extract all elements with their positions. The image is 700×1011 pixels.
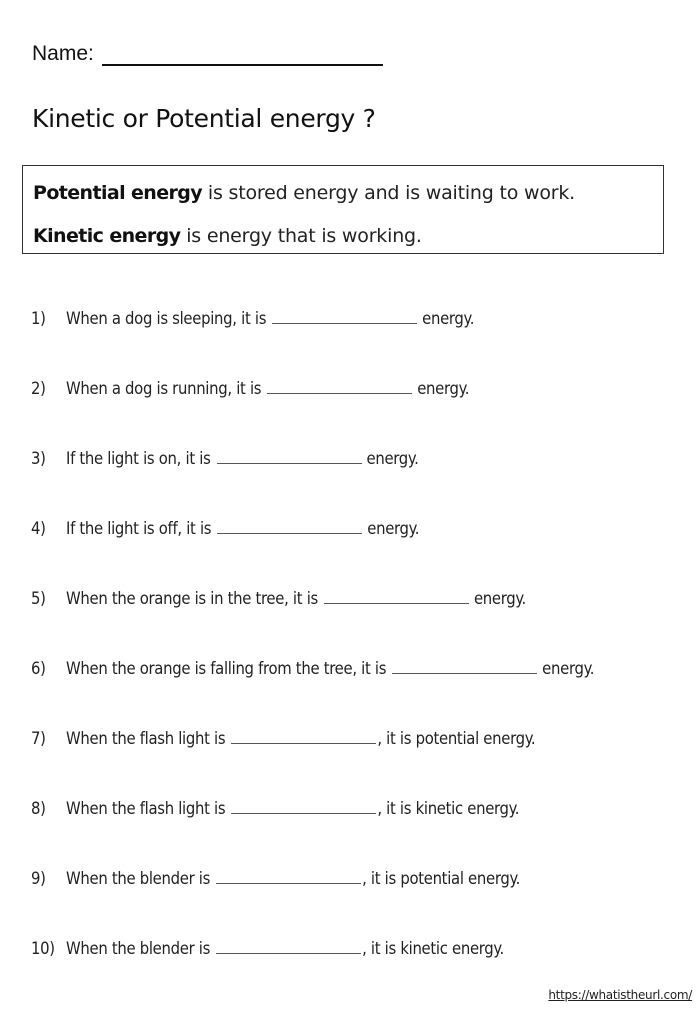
question-text: When the orange is in the tree, it is xyxy=(66,589,318,608)
question-number: 5) xyxy=(31,589,46,608)
question-text: When a dog is running, it is xyxy=(66,379,262,398)
question-number: 4) xyxy=(31,519,46,538)
worksheet-title: Kinetic or Potential energy ? xyxy=(32,104,376,133)
name-blank[interactable] xyxy=(102,44,383,66)
question-text: If the light is off, it is xyxy=(66,519,212,538)
question-text: When the blender is xyxy=(66,939,211,958)
question-suffix: , it is potential energy. xyxy=(362,869,521,888)
answer-blank[interactable] xyxy=(392,659,537,674)
question-text: When the orange is falling from the tree, it is xyxy=(66,659,387,678)
question-text: If the light is on, it is xyxy=(66,449,211,468)
answer-blank[interactable] xyxy=(324,589,469,604)
answer-blank[interactable] xyxy=(267,379,412,394)
question-number: 10) xyxy=(31,939,55,958)
question-suffix: energy. xyxy=(366,449,419,468)
question-text: When the blender is xyxy=(66,869,211,888)
question-number: 2) xyxy=(31,379,46,398)
question-number: 8) xyxy=(31,799,46,818)
question-3 xyxy=(31,449,418,468)
definition-text: is energy that is working. xyxy=(180,225,422,247)
definition-term: Kinetic energy xyxy=(33,225,181,247)
answer-blank[interactable] xyxy=(217,449,362,464)
question-number: 3) xyxy=(31,449,46,468)
question-10 xyxy=(31,939,504,958)
question-6 xyxy=(31,659,594,678)
definition-potential xyxy=(33,182,575,204)
question-suffix: energy. xyxy=(542,659,595,678)
question-number: 7) xyxy=(31,729,46,748)
question-text: When the flash light is xyxy=(66,799,226,818)
question-suffix: energy. xyxy=(473,589,526,608)
question-7 xyxy=(31,729,535,748)
question-8 xyxy=(31,799,519,818)
question-4 xyxy=(31,519,419,538)
question-9 xyxy=(31,869,520,888)
question-suffix: , it is kinetic energy. xyxy=(377,799,520,818)
question-suffix: energy. xyxy=(417,379,470,398)
question-suffix: energy. xyxy=(367,519,420,538)
question-number: 1) xyxy=(31,309,46,328)
question-suffix: , it is potential energy. xyxy=(377,729,536,748)
definition-kinetic xyxy=(33,225,422,247)
answer-blank[interactable] xyxy=(272,309,417,324)
definitions-box xyxy=(22,165,664,254)
name-label: Name: xyxy=(32,42,94,65)
question-text: When a dog is sleeping, it is xyxy=(66,309,267,328)
answer-blank[interactable] xyxy=(216,869,361,884)
question-1 xyxy=(31,309,474,328)
answer-blank[interactable] xyxy=(231,799,376,814)
question-2 xyxy=(31,379,469,398)
definition-term: Potential energy xyxy=(33,182,203,204)
question-number: 6) xyxy=(31,659,46,678)
answer-blank[interactable] xyxy=(231,729,376,744)
answer-blank[interactable] xyxy=(217,519,362,534)
source-url-link[interactable]: https://whatistheurl.com/ xyxy=(548,988,692,1002)
question-number: 9) xyxy=(31,869,46,888)
definition-text: is stored energy and is waiting to work. xyxy=(202,182,576,204)
question-text: When the flash light is xyxy=(66,729,226,748)
question-suffix: , it is kinetic energy. xyxy=(362,939,504,958)
answer-blank[interactable] xyxy=(216,939,361,954)
name-field-row xyxy=(32,42,383,66)
question-5 xyxy=(31,589,526,608)
question-suffix: energy. xyxy=(422,309,475,328)
